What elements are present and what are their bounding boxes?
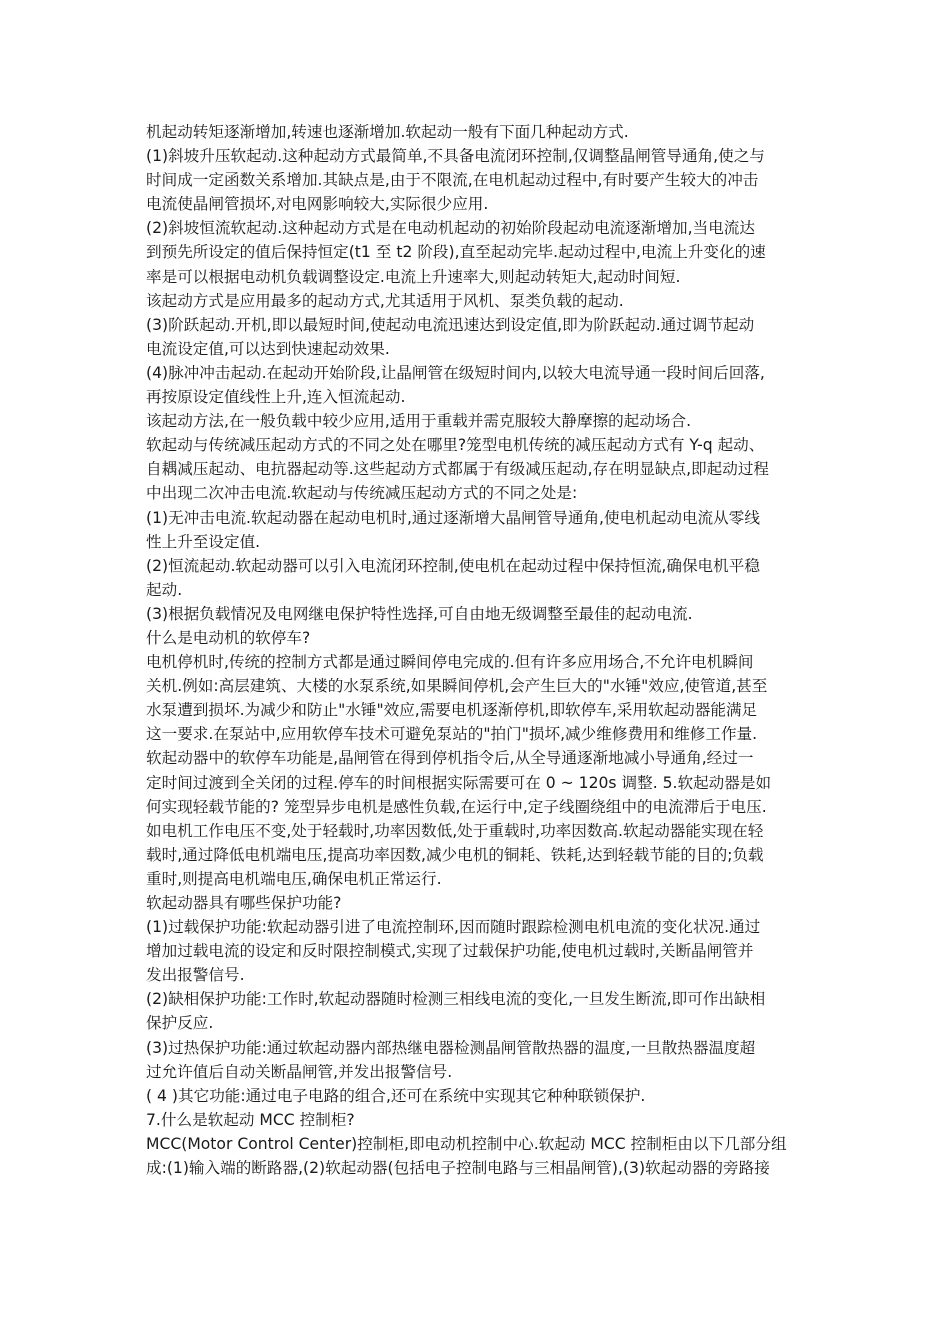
text-line: 该起动方式是应用最多的起动方式,尤其适用于风机、泵类负载的起动.: [146, 291, 624, 310]
text-line: 起动.: [146, 580, 183, 599]
text-line: 保护反应.: [146, 1014, 214, 1033]
text-line: 何实现轻载节能的? 笼型异步电机是感性负载,在运行中,定子线圈绕组中的电流滞后于电压.: [146, 797, 767, 816]
text-line: 如电机工作电压不变,处于轻载时,功率因数低,处于重载时,功率因数高.软起动器能实现在轻: [146, 821, 764, 840]
text-line: 电流使晶闸管损坏,对电网影响较大,实际很少应用.: [146, 195, 489, 214]
text-line: 发出报警信号.: [146, 966, 245, 985]
text-line: 性上升至设定值.: [146, 532, 261, 551]
text-line: 成:(1)输入端的断路器,(2)软起动器(包括电子控制电路与三相晶闸管),(3)软起动器的旁路接: [146, 1159, 770, 1178]
text-line: 过允许值后自动关断晶闸管,并发出报警信号.: [146, 1062, 453, 1081]
text-line: 载时,通过降低电机端电压,提高功率因数,减少电机的铜耗、铁耗,达到轻载节能的目的;负载: [146, 845, 764, 864]
text-line: (3)过热保护功能:通过软起动器内部热继电器检测晶闸管散热器的温度,一旦散热器温度超: [146, 1038, 756, 1057]
text-line: 机起动转矩逐渐增加,转速也逐渐增加.软起动一般有下面几种起动方式.: [146, 123, 629, 141]
text-line: (1)无冲击电流.软起动器在起动电机时,通过逐渐增大晶闸管导通角,使电机起动电流从零线: [146, 508, 760, 527]
text-line: (1)斜坡升压软起动.这种起动方式最简单,不具备电流闭环控制,仅调整晶闸管导通角,使之与: [146, 147, 765, 166]
text-line: 7.什么是软起动 MCC 控制柜?: [146, 1110, 355, 1129]
text-line: 关机.例如:高层建筑、大楼的水泵系统,如果瞬间停机,会产生巨大的"水锤"效应,使管道,甚至: [146, 677, 768, 696]
text-line: 到预先所设定的值后保持恒定(t1 至 t2 阶段),直至起动完毕.起动过程中,电流上升变化的速: [146, 243, 766, 262]
text-line: (2)缺相保护功能:工作时,软起动器随时检测三相线电流的变化,一旦发生断流,即可作出缺相: [146, 990, 766, 1009]
text-line: (2)恒流起动.软起动器可以引入电流闭环控制,使电机在起动过程中保持恒流,确保电机平稳: [146, 556, 760, 575]
text-line: 电流设定值,可以达到快速起动效果.: [146, 339, 390, 358]
text-line: 重时,则提高电机端电压,确保电机正常运行.: [146, 869, 442, 888]
text-line: MCC(Motor Control Center)控制柜,即电动机控制中心.软起动 MCC 控制柜由以下几部分组: [146, 1134, 787, 1153]
text-line: 软起动器具有哪些保护功能?: [146, 894, 342, 912]
text-line: (1)过载保护功能:软起动器引进了电流控制环,因而随时跟踪检测电机电流的变化状况.通过: [146, 918, 761, 937]
text-line: 自耦减压起动、电抗器起动等.这些起动方式都属于有级减压起动,存在明显缺点,即起动过程: [146, 460, 770, 479]
body-text: [146, 120, 816, 1180]
text-line: (3)阶跃起动.开机,即以最短时间,使起动电流迅速达到设定值,即为阶跃起动.通过调节起动: [146, 315, 755, 334]
text-line: 水泵遭到损坏.为减少和防止"水锤"效应,需要电机逐渐停机,即软停车,采用软起动器能满足: [146, 701, 758, 720]
text-line: 增加过载电流的设定和反时限控制模式,实现了过载保护功能,使电机过载时,关断晶闸管并: [146, 942, 754, 961]
text-line: 电机停机时,传统的控制方式都是通过瞬间停电完成的.但有许多应用场合,不允许电机瞬间: [146, 653, 754, 672]
text-line: 软起动器中的软停车功能是,晶闸管在得到停机指令后,从全导通逐渐地减小导通角,经过一: [146, 749, 754, 768]
text-line: 时间成一定函数关系增加.其缺点是,由于不限流,在电机起动过程中,有时要产生较大的冲击: [146, 171, 759, 190]
text-line: 该起动方法,在一般负载中较少应用,适用于重载并需克服较大静摩擦的起动场合.: [146, 412, 692, 431]
text-line: ( 4 )其它功能:通过电子电路的组合,还可在系统中实现其它种种联锁保护.: [146, 1086, 646, 1105]
text-line: 定时间过渡到全关闭的过程.停车的时间根据实际需要可在 0 ~ 120s 调整. 5.软起动器是如: [146, 773, 772, 792]
text-line: 这一要求.在泵站中,应用软停车技术可避免泵站的"拍门"损坏,减少维修费用和维修工作量.: [146, 725, 758, 744]
text-line: 中出现二次冲击电流.软起动与传统减压起动方式的不同之处是:: [146, 484, 578, 503]
text-line: (2)斜坡恒流软起动.这种起动方式是在电动机起动的初始阶段起动电流逐渐增加,当电流达: [146, 219, 755, 238]
text-line: 软起动与传统减压起动方式的不同之处在哪里?笼型电机传统的减压起动方式有 Y-q 起动、: [146, 436, 765, 455]
text-line: (3)根据负载情况及电网继电保护特性选择,可自由地无级调整至最佳的起动电流.: [146, 604, 693, 623]
text-line: (4)脉冲冲击起动.在起动开始阶段,让晶闸管在级短时间内,以较大电流导通一段时间后回落,: [146, 363, 765, 382]
text-line: 率是可以根据电动机负载调整设定.电流上升速率大,则起动转矩大,起动时间短.: [146, 267, 681, 286]
text-line: 什么是电动机的软停车?: [146, 628, 311, 647]
text-line: 再按原设定值线性上升,连入恒流起动.: [146, 388, 406, 407]
